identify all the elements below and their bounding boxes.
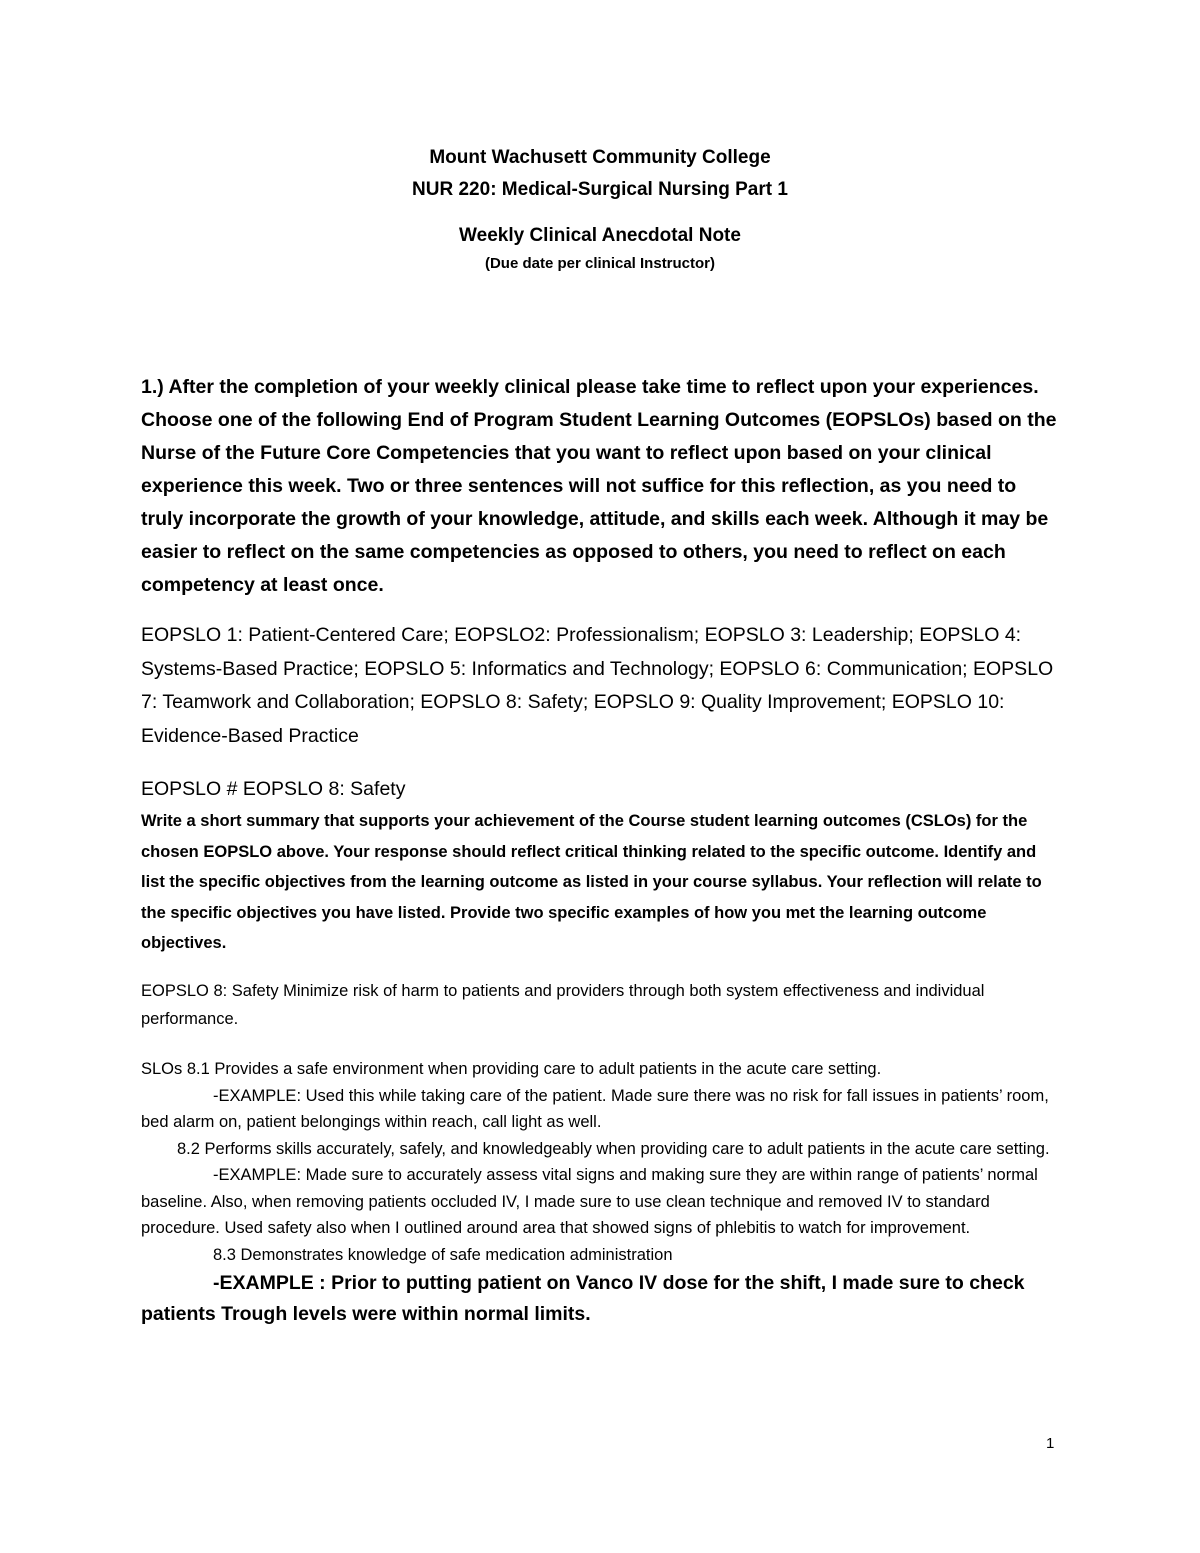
safety-definition: EOPSLO 8: Safety Minimize risk of harm to patients and providers through both system effectiveness and individual performance. bbox=[141, 982, 985, 1028]
slo-8-2: 8.2 Performs skills accurately, safely, and knowledgeably when providing care to adult patients in the acute care setting. bbox=[177, 1139, 1050, 1158]
due-date-note: (Due date per clinical Instructor) bbox=[484, 255, 716, 272]
slo-8-3: 8.3 Demonstrates knowledge of safe medication administration bbox=[213, 1245, 673, 1264]
example-8-1: -EXAMPLE: Used this while taking care of the patient. Made sure there was no risk for fall issues in patients’ room, bed alarm on, patient belongings within reach, call light as well. bbox=[141, 1086, 1049, 1131]
college-name: Mount Wachusett Community College bbox=[429, 147, 771, 168]
document-header bbox=[0, 142, 1200, 276]
example-8-3: -EXAMPLE : Prior to putting patient on Vanco IV dose for the shift, I made sure to check patients Trough levels were within normal limits. bbox=[141, 1272, 1025, 1325]
document-title: Weekly Clinical Anecdotal Note bbox=[459, 225, 741, 246]
chosen-eopslo: EOPSLO # EOPSLO 8: Safety bbox=[141, 778, 406, 800]
reflection-instructions: Write a short summary that supports your achievement of the Course student learning outcomes (CSLOs) for the chosen EOPSLO above. Your response should reflect critical thinking related to the specific outcome. Identify and list the specific objectives from the learning outcome as listed in your course syllabus. Your reflection will relate to the specific objectives you have listed. Provide two specific examples of how you met the learning outcome objectives. bbox=[141, 812, 1042, 952]
example-8-2: -EXAMPLE: Made sure to accurately assess vital signs and making sure they are within range of patients’ normal baseline. Also, when removing patients occluded IV, I made sure to use clean technique and removed IV to standard procedure. Used safety also when I outlined around area that showed signs of phlebitis to watch for improvement. bbox=[141, 1166, 1038, 1237]
slo-section bbox=[141, 1056, 1071, 1330]
page-number: 1 bbox=[1046, 1435, 1055, 1452]
question-1-prompt: 1.) After the completion of your weekly clinical please take time to reflect upon your experiences. Choose one of the following End of Program Student Learning Outcomes (EOPSLOs) based on the Nurse of the Future Core Competencies that you want to reflect upon based on your clinical experience this week. Two or three sentences will not suffice for this reflection, as you need to truly incorporate the growth of your knowledge, attitude, and skills each week. Although it may be easier to reflect on the same competencies as opposed to others, you need to reflect on each competency at least once. bbox=[141, 376, 1057, 596]
slo-8-1: SLOs 8.1 Provides a safe environment when providing care to adult patients in the acute care setting. bbox=[141, 1060, 882, 1078]
course-title: NUR 220: Medical-Surgical Nursing Part 1 bbox=[412, 179, 788, 200]
eopslo-list: EOPSLO 1: Patient-Centered Care; EOPSLO2: Professionalism; EOPSLO 3: Leadership; EOPSLO 4: Systems-Based Practice; EOPSLO 5: Informatics and Technology; EOPSLO 6: Communication; EOPSLO 7: Teamwork and Collaboration; EOPSLO 8: Safety; EOPSLO 9: Quality Improvement; EOPSLO 10: Evidence-Based Practice bbox=[141, 624, 1054, 747]
